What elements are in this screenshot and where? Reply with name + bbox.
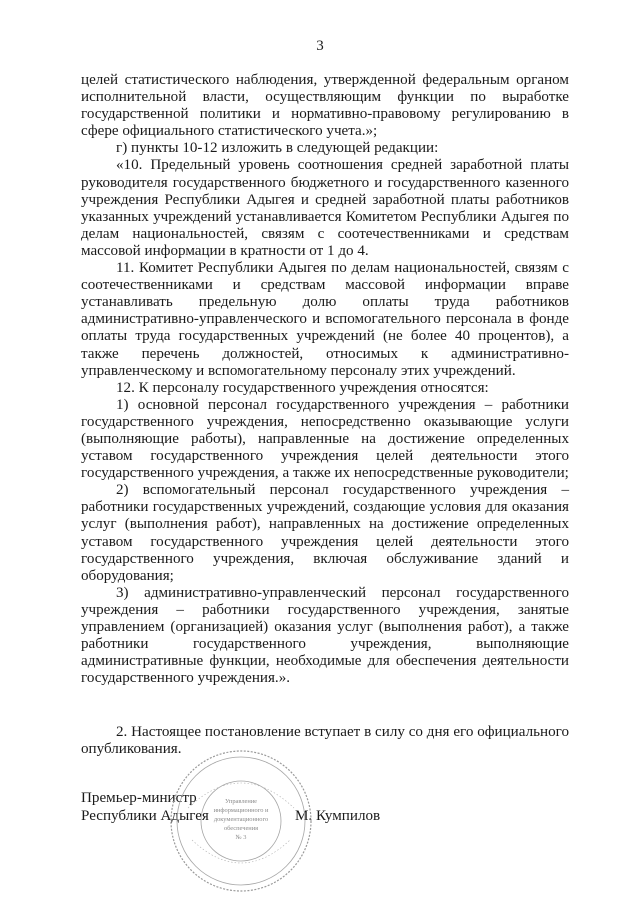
paragraph: 1) основной персонал государственного учреждения – работники государственного учреждения, непосредственно оказывающие услуги (выполняющие работы), направленные на достижение определенных уставом государственного учреждения целей деятельности этого государственного учреждения, а также их непосредственные руководители; [81, 396, 569, 482]
stamp-line: информационного и [213, 807, 269, 814]
official-stamp-icon [168, 748, 314, 894]
paragraph: г) пункты 10-12 изложить в следующей редакции: [116, 140, 439, 157]
signatory-title-line2: Республики Адыгея [81, 807, 209, 824]
paragraph: 2. Настоящее постановление вступает в силу со дня его официального опубликования. [81, 724, 569, 758]
paragraph: «10. Предельный уровень соотношения средней заработной платы руководителя государственного бюджетного и государственного казенного учреждения Республики Адыгея и средней заработной платы работников указанных учреждений устанавливается Комитетом Республики Адыгея по делам национальностей, связям с соотечественниками и средствам массовой информации в кратности от 1 до 4. [81, 157, 569, 259]
stamp-line: Управление [224, 798, 258, 805]
stamp-line: обеспечения [223, 825, 259, 832]
stamp-text [214, 798, 269, 841]
document-body [81, 72, 569, 759]
signatory-name: М. Кумпилов [295, 807, 381, 824]
paragraph: 3) административно-управленческий персонал государственного учреждения – работники государственного учреждения, занятые управлением (организацией) оказания услуг (выполнения работ), а также работники государственного учреждения, выполняющие административные функции, необходимые для обеспечения деятельности государственного учреждения.». [81, 584, 569, 687]
page-number: 3 [316, 38, 324, 54]
paragraph: 12. К персоналу государственного учреждения относятся: [116, 379, 489, 396]
paragraph: 11. Комитет Республики Адыгея по делам национальностей, связям с соотечественниками и средствам массовой информации вправе устанавливать предельную долю оплаты труда работников административно-управленческого и вспомогательного персонала в фонде оплаты труда государственных учреждений (не более 40 процентов), а также перечень должностей, относимых к административно-управленческому и вспомогательному персоналу этих учреждений. [81, 260, 569, 379]
stamp-line: № 3 [235, 834, 247, 841]
signatory-title-line1: Премьер-министр [81, 790, 197, 806]
stamp-line: документационного [213, 816, 269, 823]
paragraph: 2) вспомогательный персонал государственного учреждения – работники государственных учреждений, создающие условия для оказания услуг (выполнения работ), направленных на достижение определенных уставом государственного учреждения целей деятельности этого государственного учреждения, включая обслуживание зданий и оборудования; [81, 482, 569, 584]
paragraph: целей статистического наблюдения, утвержденной федеральным органом исполнительной власти, осуществляющим функции по выработке государственной политики и нормативно-правовому регулированию в сфере официального статистического учета.»; [81, 72, 569, 140]
